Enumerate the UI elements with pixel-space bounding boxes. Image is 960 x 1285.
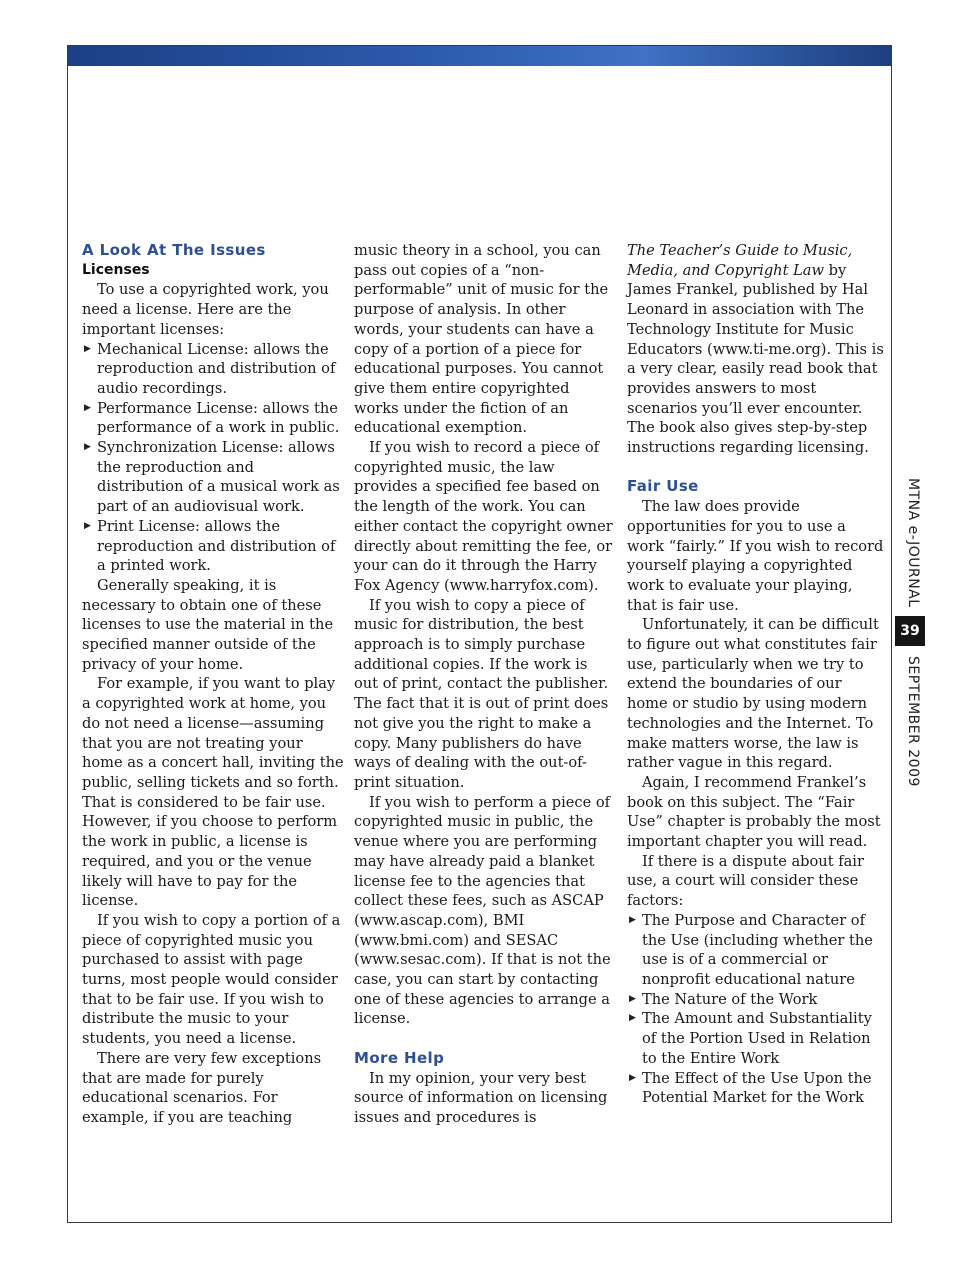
section-heading-issues: A Look At The Issues [82,241,266,259]
header-color-bar [68,46,891,66]
list-item: ▶ The Purpose and Character of the Use (including whether the use is of a commercial or nonprofit educational nature [629,911,873,988]
triangle-bullet-icon: ▶ [629,914,636,925]
paragraph: For example, if you want to play a copyrighted work at home, you do not need a license—assuming that you are not treating your home as a concert hall, inviting the public, selling tickets and so forth. That is considered to be fair use. However, if you choose to perform the work in public, a license is required, and you or the venue likely will have to pay for the license. [82,675,344,910]
license-list [82,340,344,576]
paragraph: To use a copyrighted work, you need a license. Here are the important licenses: [82,281,329,338]
column-1 [82,241,344,1128]
list-item: ▶ The Effect of the Use Upon the Potential Market for the Work [629,1069,872,1107]
triangle-bullet-icon: ▶ [84,343,91,354]
list-item: ▶ Performance License: allows the performance of a work in public. [84,399,340,437]
list-item: ▶ The Nature of the Work [629,990,818,1008]
spacer [627,458,885,478]
subheading-licenses: Licenses [82,261,150,278]
triangle-bullet-icon: ▶ [629,1013,636,1024]
paragraph: If you wish to copy a piece of music for distribution, the best approach is to simply purchase additional copies. If the work is out of print, contact the publisher. The fact that it is out of print does not give you the right to make a copy. Many publishers do have ways of dealing with the out-of-print situation. [354,596,609,791]
list-item: ▶ The Amount and Substantiality of the Portion Used in Relation to the Entire Work [629,1010,872,1067]
issue-date: SEPTEMBER 2009 [905,656,921,787]
column-3 [627,241,885,1108]
paragraph: The Teacher’s Guide to Music, Media, and Copyright Law by James Frankel, published by Hal Leonard in association with The Technology Institute for Music Educators (www.ti-me.org). This is a very clear, easily read book that provides answers to most scenarios you’ll ever encounter. The book also gives step-by-step instructions regarding licensing. [627,242,884,457]
paragraph: In my opinion, your very best source of information on licensing issues and procedures is [354,1069,608,1126]
list-item: ▶ Synchronization License: allows the reproduction and distribution of a musical work as part of an audiovisual work. [84,439,340,516]
paragraph: If you wish to copy a portion of a piece of copyrighted music you purchased to assist with page turns, most people would consider that to be fair use. If you wish to distribute the music to your students, you need a license. [82,911,341,1048]
paragraph: Generally speaking, it is necessary to obtain one of these licenses to use the material in the specified manner outside of the privacy of your home. [82,576,334,673]
page-frame [67,45,892,1223]
paragraph: If you wish to perform a piece of copyrighted music in public, the venue where you are performing may have already paid a blanket license fee to the agencies that collect these fees, such as ASCAP (www.ascap.com), BMI (www.bmi.com) and SESAC (www.sesac.com). If that is not the case, you can start by contacting one of these agencies to arrange a license. [354,793,611,1028]
list-item: ▶ Mechanical License: allows the reproduction and distribution of audio recordings. [84,340,336,397]
paragraph: Unfortunately, it can be difficult to figure out what constitutes fair use, particularly when we try to extend the boundaries of our home or studio by using modern technologies and the Internet. To make matters worse, the law is rather vague in this regard. [627,616,879,772]
section-heading-more-help: More Help [354,1048,445,1067]
section-heading-fair-use: Fair Use [627,477,699,496]
triangle-bullet-icon: ▶ [84,442,91,453]
triangle-bullet-icon: ▶ [629,993,636,1004]
paragraph: music theory in a school, you can pass out copies of a “non-performable” unit of music for the purpose of analysis. In other words, your students can have a copy of a portion of a piece for educational purposes. You cannot give them entire copyrighted works under the fiction of an educational exemption. [354,242,609,437]
masthead-sidebar [894,478,924,808]
triangle-bullet-icon: ▶ [84,402,91,413]
paragraph: Again, I recommend Frankel’s book on this subject. The “Fair Use” chapter is probably the most important chapter you will read. [627,773,881,851]
paragraph: There are very few exceptions that are made for purely educational scenarios. For example, if you are teaching [82,1049,322,1126]
triangle-bullet-icon: ▶ [84,520,91,531]
journal-name: MTNA e-JOURNAL [905,478,921,608]
fair-use-factors-list [627,911,885,1108]
paragraph: If there is a dispute about fair use, a court will consider these factors: [627,852,864,910]
list-item: ▶ Print License: allows the reproduction and distribution of a printed work. [84,517,336,575]
book-title: The Teacher’s Guide to Music, Media, and Copyright Law [627,242,853,279]
paragraph: If you wish to record a piece of copyrighted music, the law provides a specified fee based on the length of the work. You can either contact the copyright owner directly about remitting the fee, or your can do it through the Harry Fox Agency (www.harryfox.com). [354,439,613,594]
paragraph: The law does provide opportunities for you to use a work “fairly.” If you wish to record yourself playing a copyrighted work to evaluate your playing, that is fair use. [627,498,884,614]
page-number: 39 [895,616,925,646]
column-2 [354,241,616,1128]
triangle-bullet-icon: ▶ [629,1072,636,1083]
spacer [354,1029,616,1049]
